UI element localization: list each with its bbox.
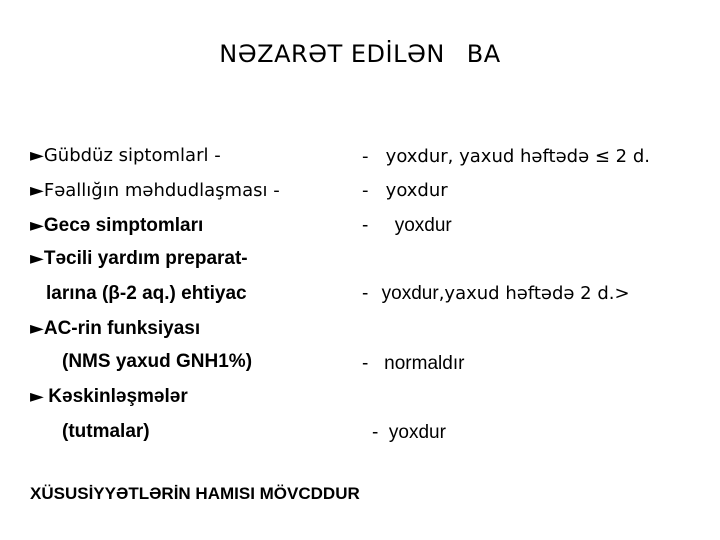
criterion-rescue-medication [30, 248, 248, 270]
bullet-arrow-icon: ► [30, 215, 44, 236]
criterion-label: Gübdüz siptomlarl - [43, 145, 221, 166]
value-night-symptoms [362, 215, 452, 237]
value-dash: - [362, 353, 369, 374]
bullet-arrow-icon: ► [30, 318, 44, 339]
criterion-exacerbations [30, 386, 188, 408]
value-text: yoxdur [381, 283, 439, 304]
value-dash: - [362, 215, 369, 236]
criterion-label-line1: AC-rin funksiyası [43, 318, 201, 339]
criterion-label: Gecə simptomları [43, 215, 204, 236]
value-exacerbations [372, 422, 446, 444]
title-tail: BA [466, 40, 501, 68]
value-daytime-symptoms [362, 146, 650, 167]
value-lung-function [362, 353, 464, 375]
criterion-label-line1: Kəskinləşmələr [48, 386, 188, 407]
criterion-activity-limitation [30, 180, 280, 201]
value-text: yoxdur [388, 422, 446, 443]
criterion-label-line2: (NMS yaxud GNH1%) [62, 351, 253, 372]
value-dash: - [362, 146, 369, 167]
bullet-arrow-icon: ► [30, 386, 44, 407]
value-rescue-medication [362, 283, 630, 305]
criterion-label-line2: (tutmalar) [62, 421, 150, 442]
value-activity-limitation [362, 180, 448, 201]
title-main: NƏZARƏT EDİLƏN [219, 40, 445, 68]
value-text: yoxdur, yaxud həftədə ≤ 2 d. [385, 146, 650, 167]
criterion-label-line2: larına (β-2 aq.) ehtiyac [46, 283, 247, 304]
value-dash: - [362, 180, 369, 201]
value-text: normaldır [384, 353, 465, 374]
criterion-daytime-symptoms [30, 145, 221, 166]
bullet-arrow-icon: ► [30, 180, 44, 201]
criterion-lung-function [30, 318, 200, 340]
bullet-arrow-icon: ► [30, 145, 44, 166]
value-text: yoxdur [394, 215, 452, 236]
value-dash: - [372, 422, 379, 443]
criterion-label: Fəallığın məhdudlaşması - [43, 180, 280, 201]
value-text: yoxdur [385, 180, 448, 201]
value-text-extra: ,yaxud həftədə 2 d.> [438, 283, 630, 304]
footer-note: XÜSUSİYYƏTLƏRİN HAMISI MÖVCDDUR [30, 484, 360, 503]
bullet-arrow-icon: ► [30, 248, 44, 269]
value-dash: - [362, 283, 369, 304]
page-title [0, 40, 720, 68]
criterion-label-line1: Təcili yardım preparat- [43, 248, 248, 269]
criterion-night-symptoms [30, 215, 203, 237]
